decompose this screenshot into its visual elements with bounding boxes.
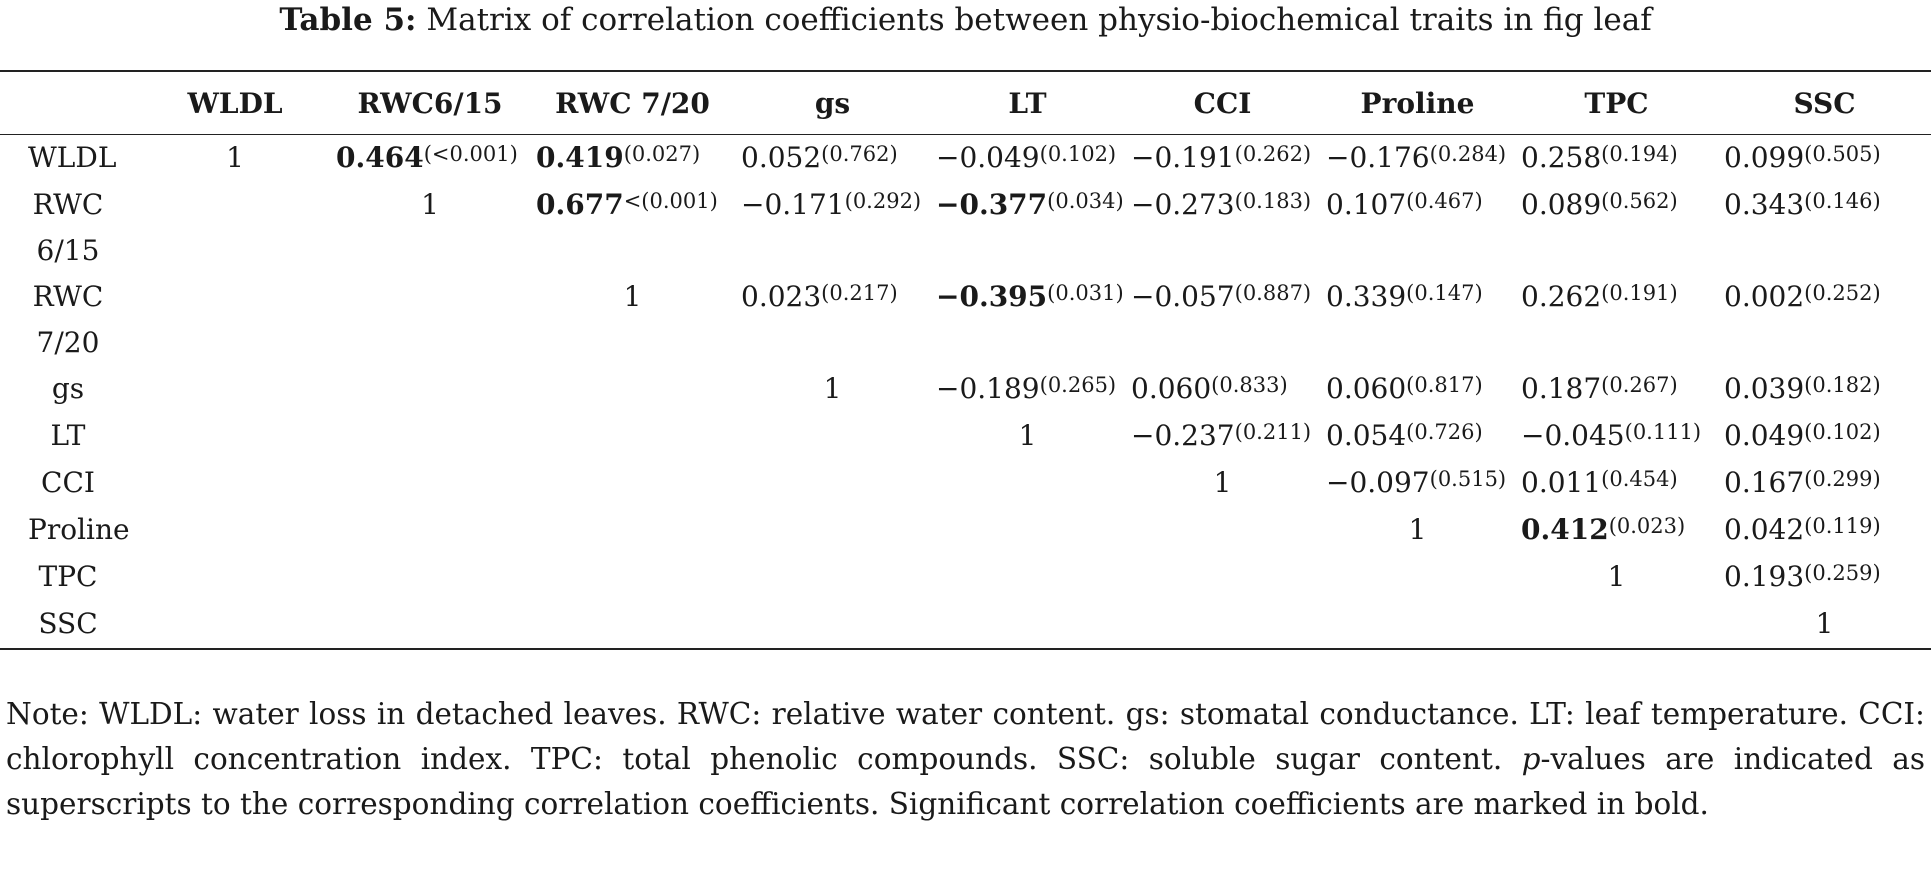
coefficient: 0.343 — [1724, 188, 1805, 221]
coefficient: 0.193 — [1724, 560, 1805, 593]
empty-cell — [330, 601, 530, 649]
table-row — [0, 274, 1931, 366]
empty-cell — [530, 554, 735, 601]
table-cell — [1515, 135, 1718, 183]
empty-cell — [140, 507, 330, 554]
table-caption-text: Matrix of correlation coefficients between physio-biochemical traits in fig leaf — [426, 2, 1652, 38]
note-p-variable: p — [1521, 742, 1541, 776]
coefficient: 0.002 — [1724, 280, 1805, 313]
p-value: (0.726) — [1406, 420, 1483, 444]
table-cell — [1515, 507, 1718, 554]
empty-cell — [330, 366, 530, 413]
p-value: (0.027) — [623, 142, 701, 166]
coefficient: −0.237 — [1131, 419, 1235, 452]
empty-cell — [1320, 554, 1515, 601]
table-cell: 1 — [623, 280, 642, 313]
table-cell — [1515, 366, 1718, 413]
table-cell — [735, 135, 930, 183]
table-cell — [1320, 135, 1515, 183]
table-cell — [1125, 274, 1320, 366]
table-cell: 1 — [1815, 607, 1834, 640]
correlation-table — [0, 70, 1931, 650]
table-cell — [1515, 413, 1718, 460]
coefficient: −0.057 — [1131, 280, 1235, 313]
note-prefix: Note: WLDL: water loss in detached leaves. RWC: relative water content. gs: stomatal conductance. LT: leaf temperature. CCI: chlorophyll concentration index. TPC: total phenolic compounds. SSC: soluble sugar content. — [6, 697, 1925, 776]
p-value: (0.146) — [1804, 189, 1881, 213]
coefficient: 0.099 — [1724, 141, 1805, 174]
table-cell — [530, 135, 735, 183]
table-cell — [1718, 554, 1931, 601]
p-value: (0.252) — [1804, 281, 1881, 305]
empty-cell — [735, 460, 930, 507]
note-suffix: -values are indicated as superscripts to the corresponding correlation coefficients. Significant correlation coefficients are marked in bold. — [6, 742, 1925, 821]
table-cell — [1125, 413, 1320, 460]
p-value: (0.211) — [1234, 420, 1312, 444]
significant-coefficient: 0.419 — [536, 141, 624, 174]
row-label — [0, 413, 140, 460]
table-row — [0, 507, 1931, 554]
empty-cell — [1515, 601, 1718, 649]
p-value: (0.147) — [1406, 281, 1483, 305]
table-cell — [1718, 366, 1931, 413]
row-label-text: WLDL — [28, 141, 117, 174]
p-value: (0.515) — [1429, 467, 1507, 491]
row-label-text: gs — [51, 372, 85, 405]
table-cell — [1718, 460, 1931, 507]
coefficient: 0.258 — [1521, 141, 1602, 174]
column-header: gs — [814, 86, 851, 120]
coefficient: −0.189 — [936, 372, 1040, 405]
coefficient: 0.262 — [1521, 280, 1602, 313]
row-label-text: Proline — [28, 513, 130, 546]
empty-cell — [330, 507, 530, 554]
column-header: Proline — [1360, 86, 1475, 120]
coefficient: −0.273 — [1131, 188, 1235, 221]
empty-cell — [140, 274, 330, 366]
row-label — [0, 182, 140, 274]
coefficient: 0.089 — [1521, 188, 1602, 221]
empty-cell — [140, 601, 330, 649]
row-label — [0, 460, 140, 507]
empty-cell — [330, 460, 530, 507]
empty-cell — [530, 507, 735, 554]
table-row — [0, 460, 1931, 507]
coefficient: 0.054 — [1326, 419, 1407, 452]
p-value: (0.887) — [1234, 281, 1312, 305]
empty-cell — [330, 274, 530, 366]
column-header: RWC 7/20 — [555, 86, 710, 120]
row-label — [0, 135, 140, 183]
table-cell: 1 — [1607, 560, 1626, 593]
coefficient: −0.191 — [1131, 141, 1235, 174]
row-label-text: RWC 7/20 — [32, 280, 104, 359]
header-corner — [0, 71, 140, 135]
table-row — [0, 413, 1931, 460]
column-header: LT — [1008, 86, 1047, 120]
row-label-text: RWC 6/15 — [32, 188, 104, 267]
table-caption-label: Table 5: — [279, 2, 417, 38]
table-cell — [1320, 182, 1515, 274]
column-header: CCI — [1193, 86, 1252, 120]
empty-cell — [930, 460, 1125, 507]
coefficient: 0.060 — [1131, 372, 1212, 405]
table-cell — [1125, 135, 1320, 183]
table-cell — [1718, 182, 1931, 274]
significant-coefficient: −0.395 — [936, 280, 1048, 313]
table-cell — [1320, 274, 1515, 366]
coefficient: −0.045 — [1521, 419, 1625, 452]
empty-cell — [530, 460, 735, 507]
table-cell — [1125, 182, 1320, 274]
p-value: (0.454) — [1601, 467, 1678, 491]
table-body — [0, 135, 1931, 650]
significant-coefficient: 0.677 — [536, 188, 624, 221]
row-label-text: TPC — [38, 560, 98, 593]
table-cell — [1320, 460, 1515, 507]
p-value: (0.299) — [1804, 467, 1881, 491]
table-row — [0, 554, 1931, 601]
empty-cell — [330, 413, 530, 460]
table-caption — [0, 0, 1931, 44]
p-value: (0.292) — [844, 189, 922, 213]
table-cell: 1 — [1408, 513, 1427, 546]
table-cell — [1718, 135, 1931, 183]
table-cell — [930, 366, 1125, 413]
coefficient: −0.176 — [1326, 141, 1430, 174]
empty-cell — [1125, 507, 1320, 554]
table-cell — [1718, 507, 1931, 554]
empty-cell — [735, 507, 930, 554]
row-label — [0, 601, 140, 649]
table-cell — [735, 274, 930, 366]
p-value: (0.102) — [1804, 420, 1881, 444]
coefficient: 0.052 — [741, 141, 822, 174]
p-value: (0.191) — [1601, 281, 1678, 305]
row-label — [0, 274, 140, 366]
p-value: (0.111) — [1624, 420, 1702, 444]
p-value: (0.031) — [1047, 281, 1124, 305]
p-value: (0.182) — [1804, 373, 1881, 397]
empty-cell — [735, 554, 930, 601]
empty-cell — [530, 601, 735, 649]
empty-cell — [930, 601, 1125, 649]
p-value: (0.217) — [821, 281, 898, 305]
table-cell: 1 — [1018, 419, 1037, 452]
table-cell: 1 — [1213, 466, 1232, 499]
empty-cell — [930, 507, 1125, 554]
p-value: (0.562) — [1601, 189, 1678, 213]
coefficient: 0.339 — [1326, 280, 1407, 313]
table-row — [0, 601, 1931, 649]
p-value: (0.023) — [1608, 514, 1686, 538]
coefficient: 0.187 — [1521, 372, 1602, 405]
empty-cell — [530, 366, 735, 413]
table-note — [6, 692, 1925, 827]
table-cell — [735, 182, 930, 274]
table-cell — [1515, 274, 1718, 366]
coefficient: 0.039 — [1724, 372, 1805, 405]
p-value: (0.467) — [1406, 189, 1483, 213]
row-label — [0, 554, 140, 601]
coefficient: −0.097 — [1326, 466, 1430, 499]
table-cell — [1718, 413, 1931, 460]
p-value: (0.762) — [821, 142, 898, 166]
empty-cell — [930, 554, 1125, 601]
coefficient: 0.042 — [1724, 513, 1805, 546]
table-cell — [530, 182, 735, 274]
p-value: (<0.001) — [423, 142, 518, 166]
coefficient: 0.049 — [1724, 419, 1805, 452]
empty-cell — [530, 413, 735, 460]
p-value: (0.259) — [1804, 561, 1881, 585]
column-header: RWC6/15 — [357, 86, 503, 120]
p-value: (0.833) — [1211, 373, 1288, 397]
table-cell — [930, 274, 1125, 366]
coefficient: −0.049 — [936, 141, 1040, 174]
empty-cell — [735, 601, 930, 649]
table-header-row — [0, 71, 1931, 135]
p-value: (0.262) — [1234, 142, 1312, 166]
coefficient: −0.171 — [741, 188, 845, 221]
p-value: (0.183) — [1234, 189, 1312, 213]
row-label — [0, 507, 140, 554]
empty-cell — [330, 554, 530, 601]
table-cell — [1320, 366, 1515, 413]
table-cell: 1 — [823, 372, 842, 405]
empty-cell — [1125, 554, 1320, 601]
table-cell — [930, 135, 1125, 183]
coefficient: 0.011 — [1521, 466, 1602, 499]
table-row — [0, 182, 1931, 274]
row-label — [0, 366, 140, 413]
table-cell — [930, 182, 1125, 274]
coefficient: 0.023 — [741, 280, 822, 313]
row-label-text: LT — [50, 419, 86, 452]
empty-cell — [140, 182, 330, 274]
coefficient: 0.107 — [1326, 188, 1407, 221]
p-value: (0.034) — [1047, 189, 1124, 213]
p-value: (0.119) — [1804, 514, 1881, 538]
p-value: (0.505) — [1804, 142, 1881, 166]
table-row — [0, 135, 1931, 183]
significant-coefficient: 0.412 — [1521, 513, 1609, 546]
table-cell — [330, 135, 530, 183]
p-value: <(0.001) — [623, 189, 718, 213]
p-value: (0.267) — [1601, 373, 1678, 397]
coefficient: 0.060 — [1326, 372, 1407, 405]
table-cell: 1 — [421, 188, 439, 221]
row-label-text: CCI — [41, 466, 95, 499]
empty-cell — [140, 460, 330, 507]
column-header: TPC — [1584, 86, 1649, 120]
p-value: (0.265) — [1039, 373, 1117, 397]
column-header: WLDL — [187, 86, 283, 120]
table-cell — [1125, 366, 1320, 413]
significant-coefficient: 0.464 — [336, 141, 424, 174]
p-value: (0.284) — [1429, 142, 1507, 166]
empty-cell — [1125, 601, 1320, 649]
p-value: (0.817) — [1406, 373, 1483, 397]
empty-cell — [735, 413, 930, 460]
significant-coefficient: −0.377 — [936, 188, 1048, 221]
empty-cell — [140, 554, 330, 601]
empty-cell — [1320, 601, 1515, 649]
table-cell — [1718, 274, 1931, 366]
table-row — [0, 366, 1931, 413]
coefficient: 0.167 — [1724, 466, 1805, 499]
empty-cell — [140, 366, 330, 413]
table-cell — [1515, 182, 1718, 274]
p-value: (0.102) — [1039, 142, 1117, 166]
table-cell — [1320, 413, 1515, 460]
p-value: (0.194) — [1601, 142, 1678, 166]
empty-cell — [140, 413, 330, 460]
row-label-text: SSC — [38, 607, 98, 640]
table-cell: 1 — [226, 141, 244, 174]
table-cell — [1515, 460, 1718, 507]
column-header: SSC — [1793, 86, 1856, 120]
